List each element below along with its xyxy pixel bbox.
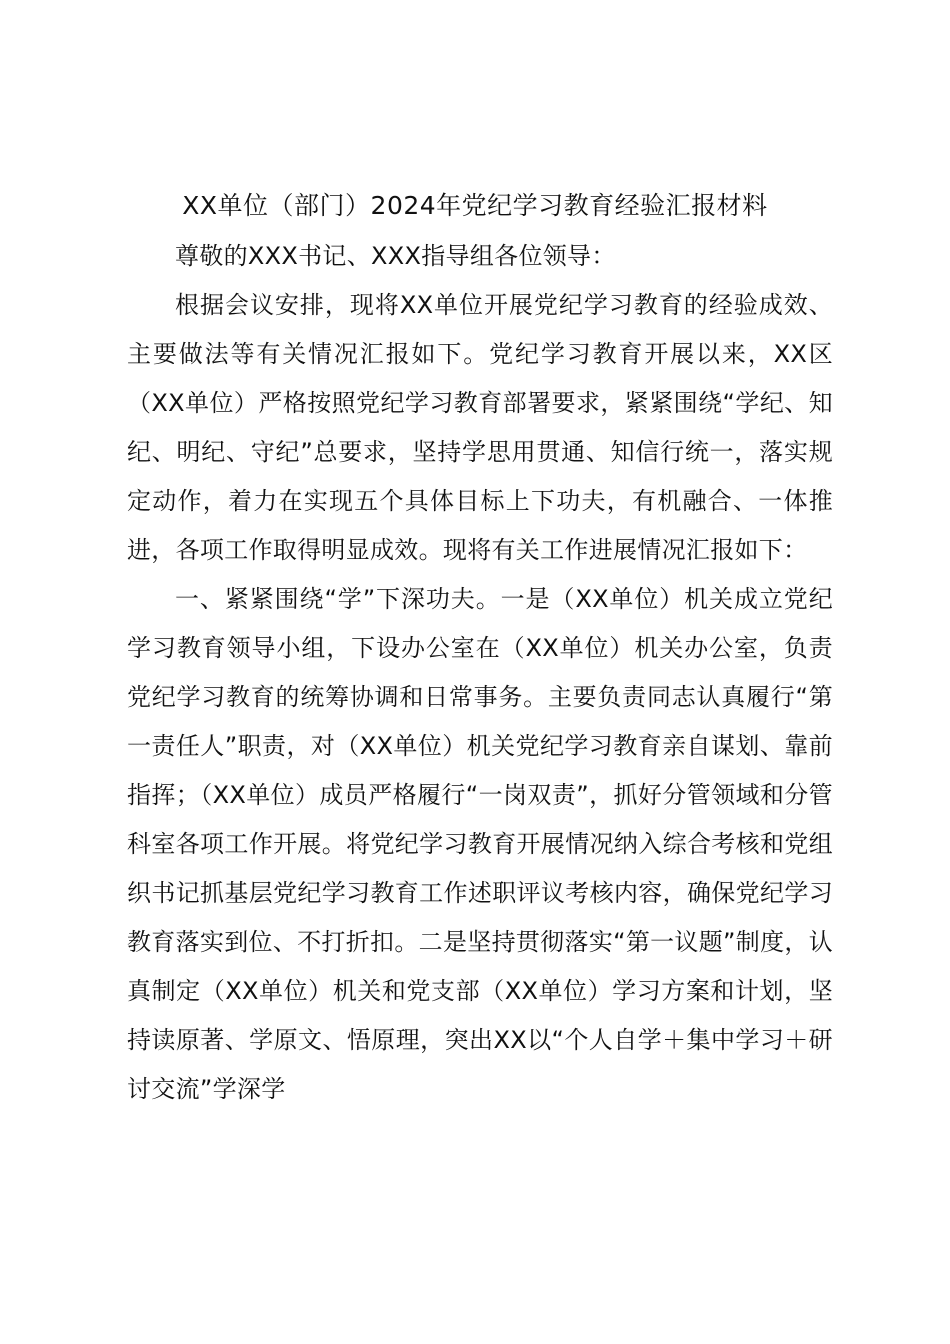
paragraph-section-one: 一、紧紧围绕“学”下深功夫。一是（XX单位）机关成立党纪学习教育领导小组，下设办公室在（XX单位）机关办公室，负责党纪学习教育的统筹协调和日常事务。主要负责同志认真履行“第一责任人”职责，对（XX单位）机关党纪学习教育亲自谋划、靠前指挥；（XX单位）成员严格履行“一岗双责”，抓好分管领域和分管科室各项工作开展。将党纪学习教育开展情况纳入综合考核和党组织书记抓基层党纪学习教育工作述职评议考核内容，确保党纪学习教育落实到位、不打折扣。二是坚持贯彻落实“第一议题”制度，认真制定（XX单位）机关和党支部（XX单位）学习方案和计划，坚持读原著、学原文、悟原理，突出XX以“个人自学＋集中学习＋研讨交流”学深学 <box>127 585 833 1103</box>
paragraph-intro: 根据会议安排，现将XX单位开展党纪学习教育的经验成效、主要做法等有关情况汇报如下。党纪学习教育开展以来，XX区（XX单位）严格按照党纪学习教育部署要求，紧紧围绕“学纪、知纪、明纪、守纪”总要求，坚持学思用贯通、知信行统一，落实规定动作，着力在实现五个具体目标上下功夫，有机融合、一体推进，各项工作取得明显成效。现将有关工作进展情况汇报如下： <box>127 291 833 564</box>
document-body <box>127 232 833 1114</box>
document-title: XX单位（部门）2024年党纪学习教育经验汇报材料 <box>182 191 768 220</box>
salutation: 尊敬的XXX书记、XXX指导组各位领导： <box>175 242 616 270</box>
